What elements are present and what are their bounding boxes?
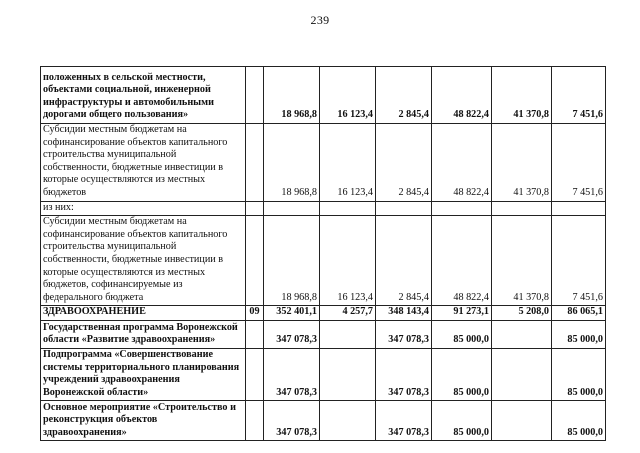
cell-value: 347 078,3	[376, 401, 432, 441]
row-name: Субсидии местным бюджетам на софинансирование объектов капитального строительства муниципальной собственности, бюджетные инвестиции в которые осуществляются из местных бюджетов, софинансируемые из федерального бюджета	[41, 216, 246, 306]
cell-value: 7 451,6	[552, 124, 606, 202]
cell-value: 18 968,8	[264, 216, 320, 306]
cell-value	[492, 201, 552, 216]
cell-value: 7 451,6	[552, 216, 606, 306]
row-code	[246, 216, 264, 306]
cell-value	[492, 401, 552, 441]
cell-value: 48 822,4	[432, 124, 492, 202]
cell-value: 85 000,0	[552, 401, 606, 441]
row-code	[246, 348, 264, 400]
cell-value: 2 845,4	[376, 67, 432, 124]
table-row	[41, 67, 606, 124]
cell-value	[320, 401, 376, 441]
row-name: положенных в сельской местности, объектами социальной, инженерной инфраструктуры и автомобильными дорогами общего пользования»	[41, 67, 246, 124]
cell-value: 85 000,0	[432, 348, 492, 400]
cell-value: 16 123,4	[320, 124, 376, 202]
cell-value: 347 078,3	[376, 320, 432, 348]
cell-value: 85 000,0	[432, 320, 492, 348]
cell-value	[320, 320, 376, 348]
cell-value: 18 968,8	[264, 67, 320, 124]
cell-value: 85 000,0	[432, 401, 492, 441]
cell-value: 41 370,8	[492, 124, 552, 202]
cell-value	[376, 201, 432, 216]
page-number: 239	[310, 13, 330, 27]
row-name: Государственная программа Воронежской области «Развитие здравоохранения»	[41, 320, 246, 348]
cell-value: 85 000,0	[552, 320, 606, 348]
cell-value	[264, 201, 320, 216]
cell-value: 18 968,8	[264, 124, 320, 202]
cell-value	[432, 201, 492, 216]
cell-value: 347 078,3	[264, 401, 320, 441]
cell-value	[320, 348, 376, 400]
cell-value	[320, 201, 376, 216]
table-row	[41, 348, 606, 400]
cell-value: 4 257,7	[320, 306, 376, 321]
cell-value: 2 845,4	[376, 124, 432, 202]
cell-value	[552, 201, 606, 216]
row-name: Субсидии местным бюджетам на софинансирование объектов капитального строительства муниципальной собственности, бюджетные инвестиции в которые осуществляются из местных бюджетов	[41, 124, 246, 202]
row-code	[246, 201, 264, 216]
cell-value: 16 123,4	[320, 67, 376, 124]
row-code	[246, 67, 264, 124]
cell-value: 41 370,8	[492, 67, 552, 124]
row-name: Подпрограмма «Совершенствование системы территориального планирования учреждений здравоохранения Воронежской области»	[41, 348, 246, 400]
cell-value: 347 078,3	[264, 348, 320, 400]
table-row	[41, 320, 606, 348]
cell-value: 85 000,0	[552, 348, 606, 400]
table-row	[41, 124, 606, 202]
row-name: ЗДРАВООХРАНЕНИЕ	[41, 306, 246, 321]
row-code	[246, 124, 264, 202]
table-row	[41, 401, 606, 441]
cell-value: 352 401,1	[264, 306, 320, 321]
cell-value: 347 078,3	[376, 348, 432, 400]
table-row	[41, 216, 606, 306]
cell-value: 5 208,0	[492, 306, 552, 321]
cell-value: 91 273,1	[432, 306, 492, 321]
table-row	[41, 201, 606, 216]
cell-value: 41 370,8	[492, 216, 552, 306]
row-code	[246, 401, 264, 441]
cell-value: 348 143,4	[376, 306, 432, 321]
cell-value	[492, 320, 552, 348]
budget-table	[40, 66, 606, 441]
row-name: из них:	[41, 201, 246, 216]
row-name: Основное мероприятие «Строительство и реконструкция объектов здравоохранения»	[41, 401, 246, 441]
row-code: 09	[246, 306, 264, 321]
cell-value: 86 065,1	[552, 306, 606, 321]
cell-value: 16 123,4	[320, 216, 376, 306]
cell-value: 48 822,4	[432, 216, 492, 306]
row-code	[246, 320, 264, 348]
cell-value: 48 822,4	[432, 67, 492, 124]
cell-value: 7 451,6	[552, 67, 606, 124]
table-row	[41, 306, 606, 321]
cell-value: 2 845,4	[376, 216, 432, 306]
cell-value	[492, 348, 552, 400]
cell-value: 347 078,3	[264, 320, 320, 348]
